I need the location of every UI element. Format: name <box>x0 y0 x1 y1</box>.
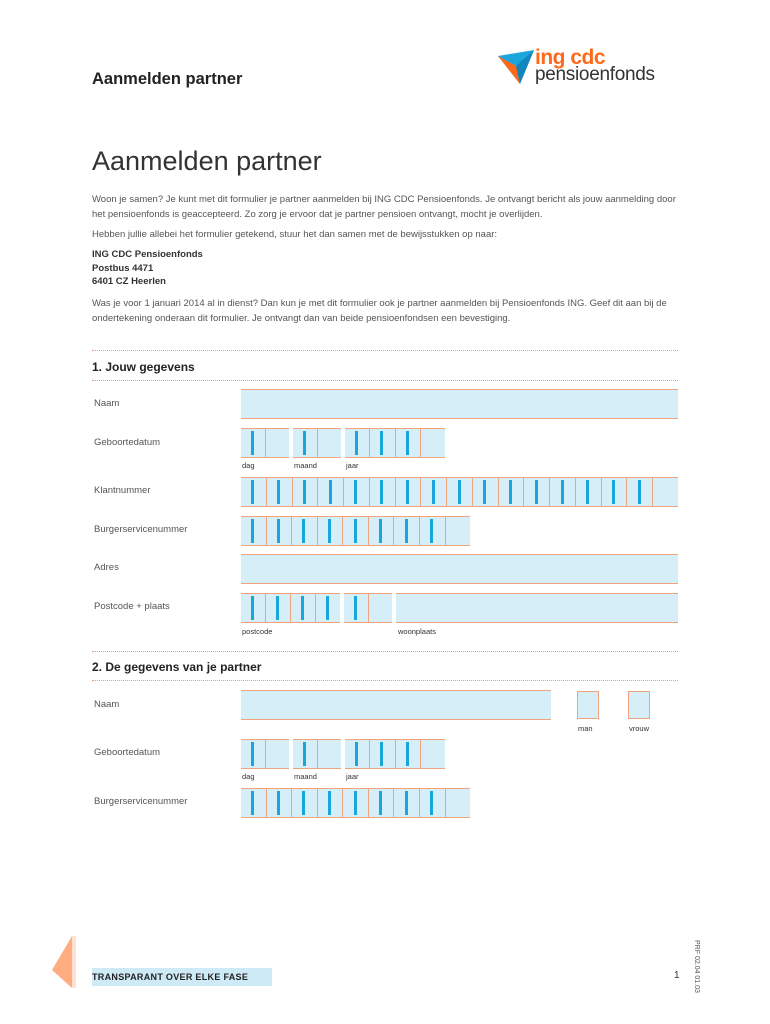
vrouw-checkbox[interactable] <box>628 691 650 719</box>
label-adres: Adres <box>94 562 119 573</box>
intro-paragraph: Woon je samen? Je kunt met dit formulier je partner aanmelden bij ING CDC Pensioenfonds. Je ontvangt bericht als jouw aanmelding door het pensioenfonds is geaccepteerd. Zo zorg je ervoor dat je partner pensioen ontvangt, mocht je overlijden. <box>92 194 676 220</box>
sublabel-jaar: jaar <box>346 461 359 470</box>
section-2-title: 2. De gegevens van je partner <box>92 660 262 674</box>
partner-naam-input[interactable] <box>241 690 551 720</box>
postcode-letters-input[interactable] <box>344 593 392 623</box>
label-bsn: Burgerservicenummer <box>94 524 188 535</box>
sublabel-vrouw: vrouw <box>629 724 650 733</box>
page-title: Aanmelden partner <box>92 146 322 176</box>
birth-day-input[interactable] <box>241 428 289 458</box>
note-paragraph: Was je voor 1 januari 2014 al in dienst? Dan kun je met dit formulier ook je partner aanmelden bij Pensioenfonds ING. Geef dit aan bij de ondertekening onderaan dit formulier. Je ontvangt dan van beide pensioenfondsen een bevestiging. <box>92 298 667 324</box>
sublabel-dag: dag <box>242 461 255 470</box>
address-line-2: Postbus 4471 <box>92 262 154 274</box>
klantnummer-input[interactable] <box>241 477 678 507</box>
form-code: PRF 02.04 01.03 <box>693 940 700 993</box>
label-postcode-plaats: Postcode + plaats <box>94 601 170 612</box>
postcode-digits-input[interactable] <box>241 593 340 623</box>
sublabel-postcode: postcode <box>242 627 273 636</box>
logo-text-pensioenfonds: pensioenfonds <box>535 64 655 85</box>
birth-month-input[interactable] <box>293 428 341 458</box>
address-line-1: ING CDC Pensioenfonds <box>92 249 203 260</box>
bsn-input[interactable] <box>241 516 470 546</box>
logo-text-ing-cdc: ing cdc <box>535 46 606 69</box>
sublabel-dag: dag <box>242 772 255 781</box>
instruction-paragraph: Hebben jullie allebei het formulier getekend, stuur het dan samen met de bewijsstukken op naar: <box>92 229 498 240</box>
label-partner-geboortedatum: Geboortedatum <box>94 747 161 758</box>
partner-birth-day-input[interactable] <box>241 739 289 769</box>
partner-birth-month-input[interactable] <box>293 739 341 769</box>
section-divider <box>92 350 678 351</box>
section-1-title: 1. Jouw gegevens <box>92 360 195 374</box>
woonplaats-input[interactable] <box>396 593 678 623</box>
label-partner-bsn: Burgerservicenummer <box>94 796 188 807</box>
birth-year-input[interactable] <box>345 428 445 458</box>
sublabel-man: man <box>578 724 593 733</box>
label-geboortedatum: Geboortedatum <box>94 437 161 448</box>
sublabel-maand: maand <box>294 461 317 470</box>
section-divider <box>92 380 678 381</box>
ing-cdc-logo-icon <box>496 48 536 86</box>
header-title: Aanmelden partner <box>92 70 243 88</box>
partner-birth-year-input[interactable] <box>345 739 445 769</box>
section-divider <box>92 680 678 681</box>
corner-decoration-icon <box>52 936 76 988</box>
naam-input[interactable] <box>241 389 678 419</box>
address-block <box>92 248 203 289</box>
label-naam: Naam <box>94 398 120 409</box>
sublabel-jaar: jaar <box>346 772 359 781</box>
sublabel-maand: maand <box>294 772 317 781</box>
label-klantnummer: Klantnummer <box>94 485 151 496</box>
page-number: 1 <box>674 970 680 981</box>
man-checkbox[interactable] <box>577 691 599 719</box>
partner-bsn-input[interactable] <box>241 788 470 818</box>
adres-input[interactable] <box>241 554 678 584</box>
address-line-3: 6401 CZ Heerlen <box>92 276 166 287</box>
sublabel-woonplaats: woonplaats <box>398 627 436 636</box>
label-partner-naam: Naam <box>94 699 120 710</box>
footer-slogan: TRANSPARANT OVER ELKE FASE <box>92 972 249 982</box>
section-divider <box>92 651 678 652</box>
